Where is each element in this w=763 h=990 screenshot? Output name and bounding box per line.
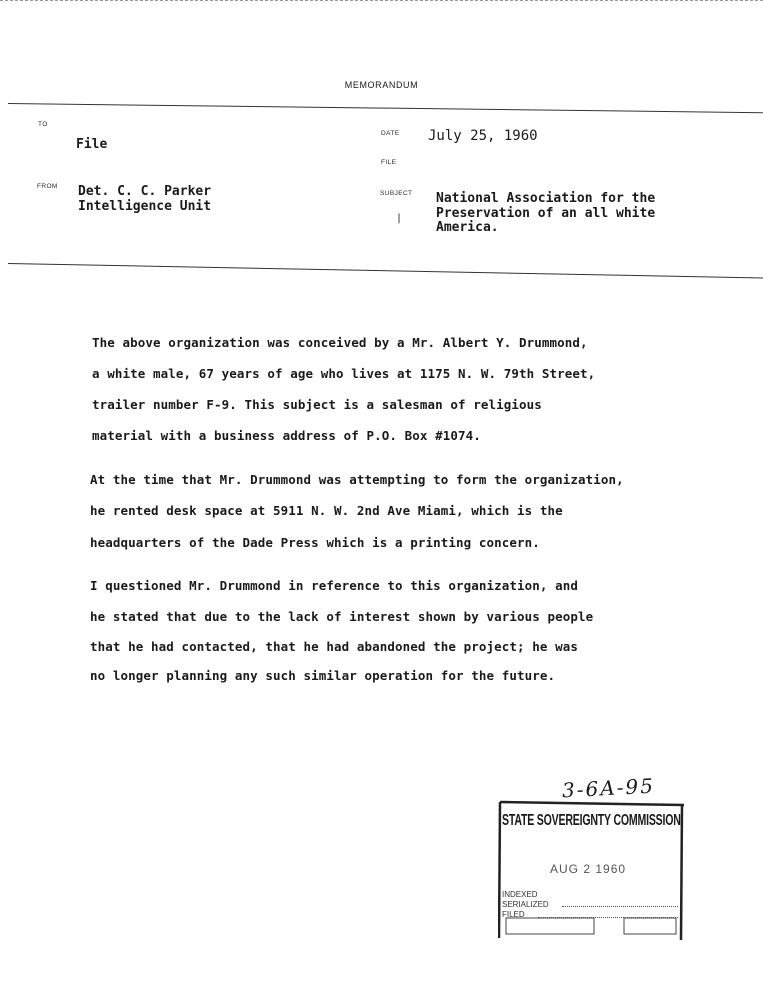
p1-line-1: The above organization was conceived by a Mr. Albert Y. Drummond, (92, 335, 588, 350)
handwritten-file-number: 3-6A-95 (561, 773, 656, 803)
subject-label: SUBJECT (380, 190, 413, 197)
stamp-filed: FILED (502, 910, 525, 919)
memo-heading: MEMORANDUM (344, 80, 419, 90)
subject-line-1: National Association for the (436, 191, 656, 206)
p2-line-1: At the time that Mr. Drummond was attempting to form the organization, (90, 472, 624, 487)
stamp-serialized: SERIALIZED (502, 900, 549, 909)
p1-line-4: material with a business address of P.O. Box #1074. (92, 428, 481, 443)
stamp-date: AUG 2 1960 (550, 862, 627, 876)
stamp-title: STATE SOVEREIGNTY COMMISSION (502, 812, 681, 829)
from-line-1: Det. C. C. Parker (78, 184, 212, 199)
receipt-stamp (498, 800, 684, 942)
stamp-indexed: INDEXED (502, 890, 538, 899)
p3-line-4: no longer planning any such similar operation for the future. (90, 668, 556, 683)
subject-line-3: America. (436, 220, 499, 235)
date-label: DATE (381, 130, 400, 137)
p3-line-2: he stated that due to the lack of interest shown by various people (90, 609, 594, 624)
p1-line-2: a white male, 67 years of age who lives at 1175 N. W. 79th Street, (92, 366, 596, 381)
to-label: TO (38, 121, 48, 128)
from-line-2: Intelligence Unit (78, 199, 212, 214)
header-rule-bottom (8, 263, 763, 279)
from-label: FROM (37, 183, 58, 190)
to-value: File (76, 137, 108, 152)
p3-line-3: that he had contacted, that he had abandoned the project; he was (90, 639, 579, 654)
date-value: July 25, 1960 (428, 128, 538, 144)
subject-line-2: Preservation of an all white (436, 206, 656, 221)
p1-line-3: trailer number F-9. This subject is a salesman of religious (92, 397, 542, 412)
top-dotted-edge (0, 0, 763, 3)
stamp-filed-line (538, 917, 678, 918)
p2-line-2: he rented desk space at 5911 N. W. 2nd Ave Miami, which is the (90, 503, 563, 518)
p3-line-1: I questioned Mr. Drummond in reference to this organization, and (90, 578, 579, 593)
file-label: FILE (381, 159, 397, 166)
stray-pen-mark: | (396, 213, 403, 224)
p2-line-3: headquarters of the Dade Press which is a printing concern. (90, 535, 540, 550)
stamp-serialized-line (562, 906, 678, 907)
header-rule-top (8, 103, 763, 113)
